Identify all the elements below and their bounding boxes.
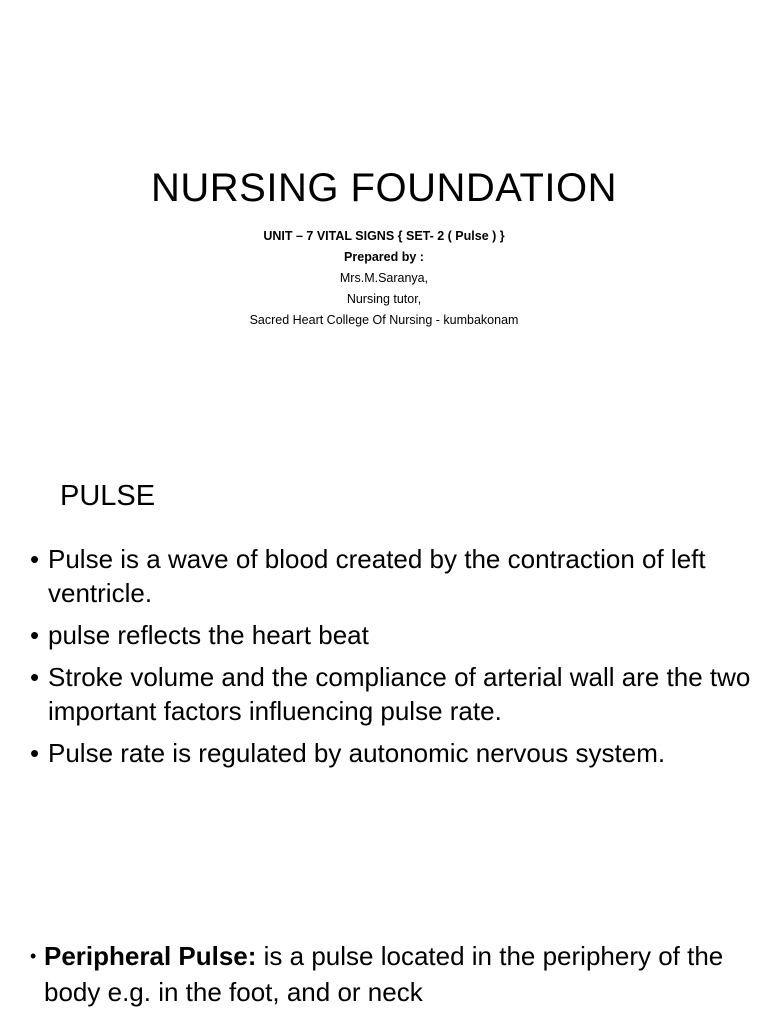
list-item — [30, 938, 760, 1010]
slide-heading: PULSE — [60, 480, 156, 512]
list-item — [30, 736, 760, 770]
author-name: Mrs.M.Saranya, — [339, 271, 429, 285]
list-item — [30, 542, 760, 610]
term-definition: is a pulse located in the periphery of the body e.g. in the foot, and or neck — [44, 941, 724, 1007]
list-item-text: pulse reflects the heart beat — [48, 620, 369, 650]
bullet-icon: • — [30, 662, 40, 692]
subtitle-block — [0, 226, 768, 331]
slide-pulse — [0, 432, 768, 864]
institution-name: Sacred Heart College Of Nursing - kumbakonam — [249, 313, 519, 327]
term-label: Peripheral Pulse: — [44, 941, 257, 971]
list-item-text: Pulse is a wave of blood created by the contraction of left ventricle. — [48, 544, 706, 608]
slide-title — [0, 0, 768, 432]
bullet-icon: • — [30, 620, 40, 650]
list-item-text: Pulse rate is regulated by autonomic nervous system. — [48, 738, 666, 768]
prepared-by-label: Prepared by : — [344, 250, 424, 264]
author-role: Nursing tutor, — [346, 292, 422, 306]
bullet-list — [30, 542, 760, 778]
bullet-icon: • — [30, 738, 40, 768]
bullet-icon: • — [30, 946, 37, 966]
main-title: NURSING FOUNDATION — [150, 166, 618, 210]
list-item-text: Stroke volume and the compliance of arterial wall are the two important factors influencing pulse rate. — [48, 662, 751, 726]
list-item — [30, 618, 760, 652]
bullet-list — [30, 938, 760, 1010]
list-item — [30, 660, 760, 728]
bullet-icon: • — [30, 544, 40, 574]
unit-line: UNIT – 7 VITAL SIGNS { SET- 2 ( Pulse ) } — [263, 229, 505, 243]
slide-pulse-types — [0, 864, 768, 1024]
